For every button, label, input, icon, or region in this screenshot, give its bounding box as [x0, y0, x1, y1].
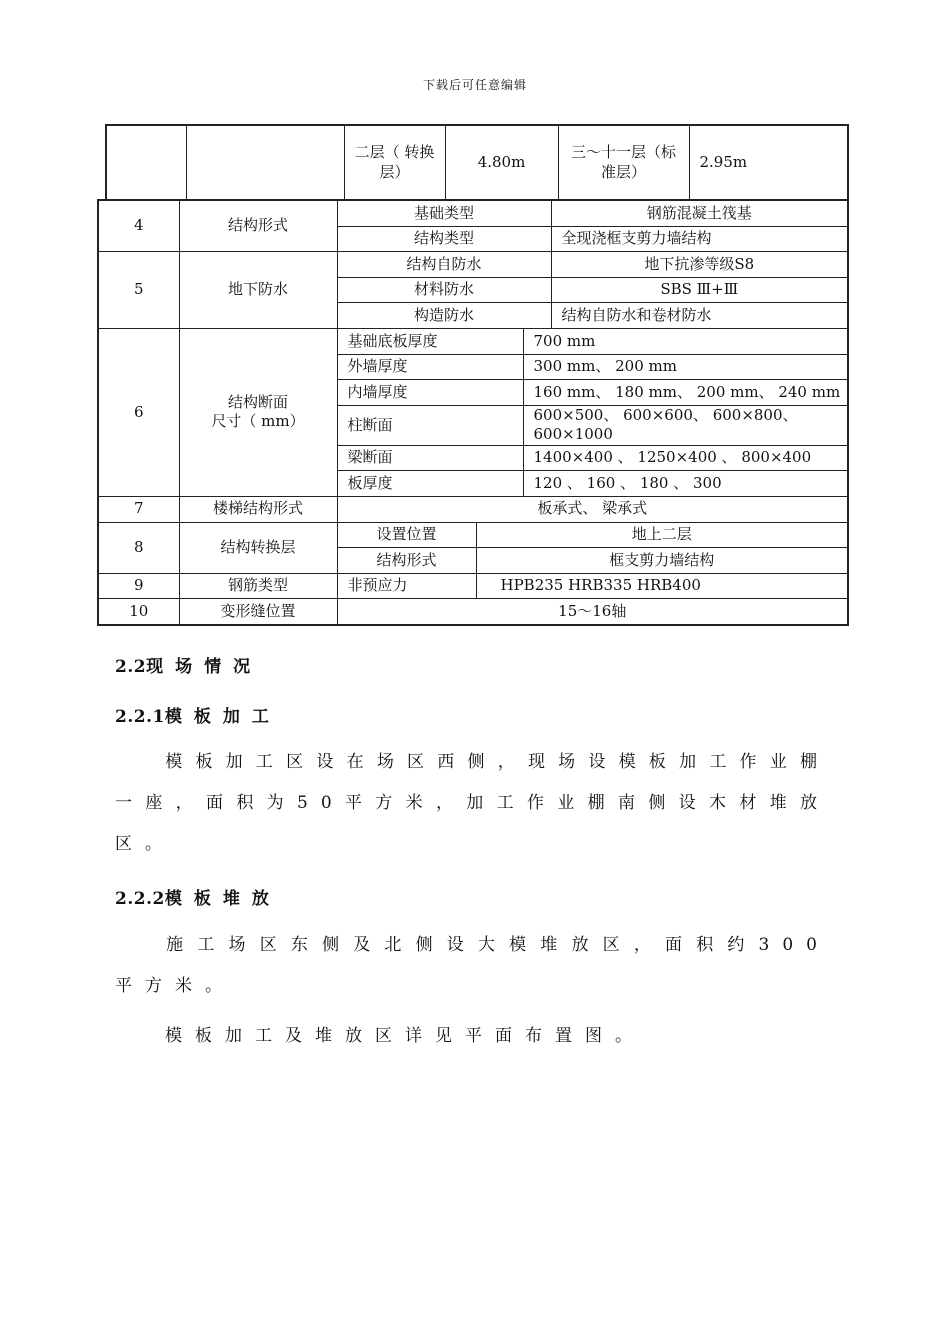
table-row [98, 328, 848, 354]
row-item-line: 结构断面 [227, 392, 288, 411]
table-cell: 非预应力 [337, 573, 476, 599]
table-cell: 1400×400 、 1250×400 、 800×400 [523, 445, 848, 471]
table-cell: 框支剪力墙结构 [476, 548, 848, 574]
section-number: 2.2 [115, 657, 147, 677]
row-item: 楼梯结构形式 [179, 496, 337, 522]
table-cell: 700 mm [523, 328, 848, 354]
table-cell: 地下抗渗等级S8 [551, 252, 848, 278]
row-number: 10 [98, 599, 179, 625]
table-row [98, 522, 848, 548]
table-cell: 材料防水 [337, 277, 551, 303]
section-title: 模板堆放 [164, 889, 281, 909]
table-cell: 外墙厚度 [337, 354, 523, 380]
row-item: 结构转换层 [179, 522, 337, 573]
section-heading-2-2-1 [115, 702, 281, 727]
row-number: 8 [98, 522, 179, 573]
paragraph-text: 施工场区东侧及北侧设大模堆放区，面积约300平方米。 [115, 935, 830, 996]
table-cell [106, 125, 186, 200]
table-cell: 基础底板厚度 [337, 328, 523, 354]
table-cell: 梁断面 [337, 445, 523, 471]
table-cell: 地上二层 [476, 522, 848, 548]
table-cell: 钢筋混凝土筏基 [551, 200, 848, 226]
section-title: 现场情况 [146, 657, 263, 677]
table-row [98, 599, 848, 625]
table-cell: 结构形式 [337, 548, 476, 574]
table-cell: HPB235 HRB335 HRB400 [476, 573, 848, 599]
paragraph-text: 模板加工及堆放区详见平面布置图。 [165, 1026, 645, 1046]
table-cell: 4.80m [445, 125, 558, 200]
table-cell: 2.95m [689, 125, 848, 200]
table-cell: 柱断面 [337, 405, 523, 445]
table-cell: 三～十一层（标准层） [558, 125, 689, 200]
paragraph [115, 1016, 830, 1057]
table-cell: 基础类型 [337, 200, 551, 226]
row-number: 6 [98, 328, 179, 496]
table-row [98, 573, 848, 599]
table-cell: 二层（ 转换层） [344, 125, 445, 200]
section-number: 2.2.2 [115, 889, 165, 909]
table-row [98, 200, 848, 226]
table-row [98, 496, 848, 522]
table-cell: 设置位置 [337, 522, 476, 548]
section-title: 模板加工 [164, 707, 281, 727]
table-cell [186, 125, 344, 200]
table-cell: 120 、 160 、 180 、 300 [523, 471, 848, 497]
table-cell: 结构类型 [337, 226, 551, 252]
table-cell: 全现浇框支剪力墙结构 [551, 226, 848, 252]
section-number: 2.2.1 [115, 707, 165, 727]
row-item: 地下防水 [179, 252, 337, 329]
row-item: 钢筋类型 [179, 573, 337, 599]
paragraph [115, 742, 830, 865]
table-cell: 结构自防水和卷材防水 [551, 303, 848, 329]
table-cell: 内墙厚度 [337, 380, 523, 406]
table-continuation-row [105, 124, 849, 201]
table-row [98, 252, 848, 278]
table-cell: 构造防水 [337, 303, 551, 329]
table-cell: 15～16轴 [337, 599, 848, 625]
row-item: 结构形式 [179, 200, 337, 252]
table-row [106, 125, 848, 200]
section-heading-2-2-2 [115, 884, 281, 909]
row-item-line: 尺寸（ mm） [211, 412, 305, 431]
page-header-note: 下载后可任意编辑 [422, 78, 527, 92]
table-cell: 600×500、 600×600、 600×800、600×1000 [523, 405, 848, 445]
structure-table [97, 199, 849, 626]
section-heading-2-2 [115, 652, 262, 677]
table-cell: 结构自防水 [337, 252, 551, 278]
table-cell: 板承式、 梁承式 [337, 496, 848, 522]
table-cell: 300 mm、 200 mm [523, 354, 848, 380]
row-item: 变形缝位置 [179, 599, 337, 625]
paragraph-text: 模板加工区设在场区西侧，现场设模板加工作业棚一座，面积为50平方米，加工作业棚南侧设木材堆放区。 [115, 752, 830, 854]
table-cell: SBS Ⅲ+Ⅲ [551, 277, 848, 303]
row-number: 9 [98, 573, 179, 599]
row-number: 5 [98, 252, 179, 329]
row-number: 4 [98, 200, 179, 252]
paragraph [115, 925, 830, 1007]
row-item [179, 328, 337, 496]
table-cell: 板厚度 [337, 471, 523, 497]
row-number: 7 [98, 496, 179, 522]
table-cell: 160 mm、 180 mm、 200 mm、 240 mm [523, 380, 848, 406]
